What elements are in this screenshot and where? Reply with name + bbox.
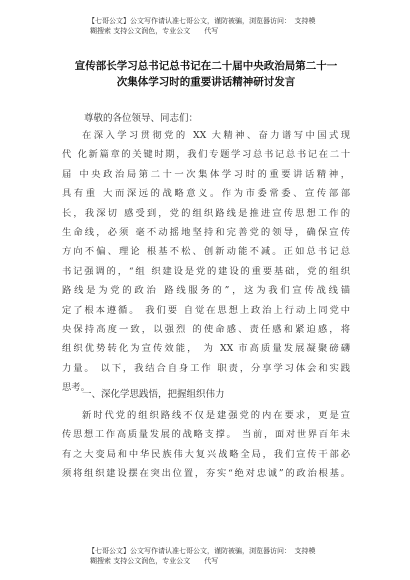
paragraph-1 <box>62 126 350 398</box>
paragraph-line: 传思想工作高质量发展的战略支撑。 当前，面对世界百年未 <box>62 429 350 441</box>
paragraph-line: 须将组织建设摆在突出位置，夯实“绝对忠诚”的政治根基。 <box>62 468 350 480</box>
paragraph-line: 长，我深切 感受到，党的组织路线是推进宣传思想工作的 <box>62 207 350 219</box>
footer-note-line-1: 【七哥公文】公文写作请认准七哥公文，谨防被骗，浏览器访问： 支持模 <box>88 547 316 555</box>
footer-note-line-2: 糊搜索 支持公文润色，专业公文 代写 <box>90 557 219 565</box>
header-note-line-2: 糊搜索 支持公文润色，专业公文 代写 <box>90 27 219 35</box>
paragraph-line: 新时代党的组织路线不仅是建强党的内在要求，更是宣 <box>82 410 350 421</box>
header-note-line-1: 【七哥公文】公文写作请认准七哥公文，谨防被骗，浏览器访问： 支持模 <box>88 17 316 25</box>
paragraph-line: 代 化新篇章的关键时期，我们专题学习总书记总书记在二十 <box>62 149 350 161</box>
paragraph-line: 有之大变局和中华民族伟大复兴战略全局，我们宣传干部必 <box>62 448 350 460</box>
title-line-2: 次集体学习时的重要讲话精神研讨发言 <box>116 76 296 88</box>
paragraph-line: 在深入学习贯彻党的 XX 大精神、奋力谱写中国式现 <box>82 130 350 141</box>
paragraph-line: 届 中央政治局第二十一次集体学习时的重要讲话精神， <box>62 168 350 180</box>
paragraph-line: 思考。 <box>62 382 90 394</box>
paragraph-2 <box>62 406 350 484</box>
greeting: 尊敬的各位领导、同志们： <box>84 113 199 124</box>
footer-note <box>88 546 348 566</box>
title-line-1: 宣传部长学习总书记总书记在二十届中央政治局第二十一 <box>74 60 338 72</box>
document-title <box>58 58 354 90</box>
paragraph-line: 组织优势转化为宣传效能， 为 XX 市高质量发展凝聚磅礴 <box>62 343 350 355</box>
paragraph-line: 央保持高度一致，以强烈 的使命感、责任感和紧迫感，将 <box>62 324 350 336</box>
section-heading-1: 一、深化学思践悟，把握组织伟力 <box>82 389 225 400</box>
paragraph-line: 力量。 以下，我结合自身工作 职责，分享学习体会和实践 <box>62 362 350 374</box>
paragraph-line: 书记强调的，“组 织建设是党的建设的重要基础，党的组织 <box>62 265 350 277</box>
paragraph-line: 定了根本遵循。 我们要 自觉在思想上政治上行动上同党中 <box>62 304 350 316</box>
paragraph-line: 生命线，必须 毫不动摇地坚持和完善党的领导，确保宣传 <box>62 227 350 239</box>
paragraph-line: 具有重 大而深远的战略意义。作为市委常委、宣传部部 <box>62 188 350 200</box>
paragraph-line: 方向不偏、理论 根基不松、创新动能不减。正如总书记总 <box>62 246 350 258</box>
paragraph-line: 路线是为党的政治 路线服务的”，这为我们宣传战线锚 <box>62 285 350 297</box>
header-note <box>88 16 348 36</box>
